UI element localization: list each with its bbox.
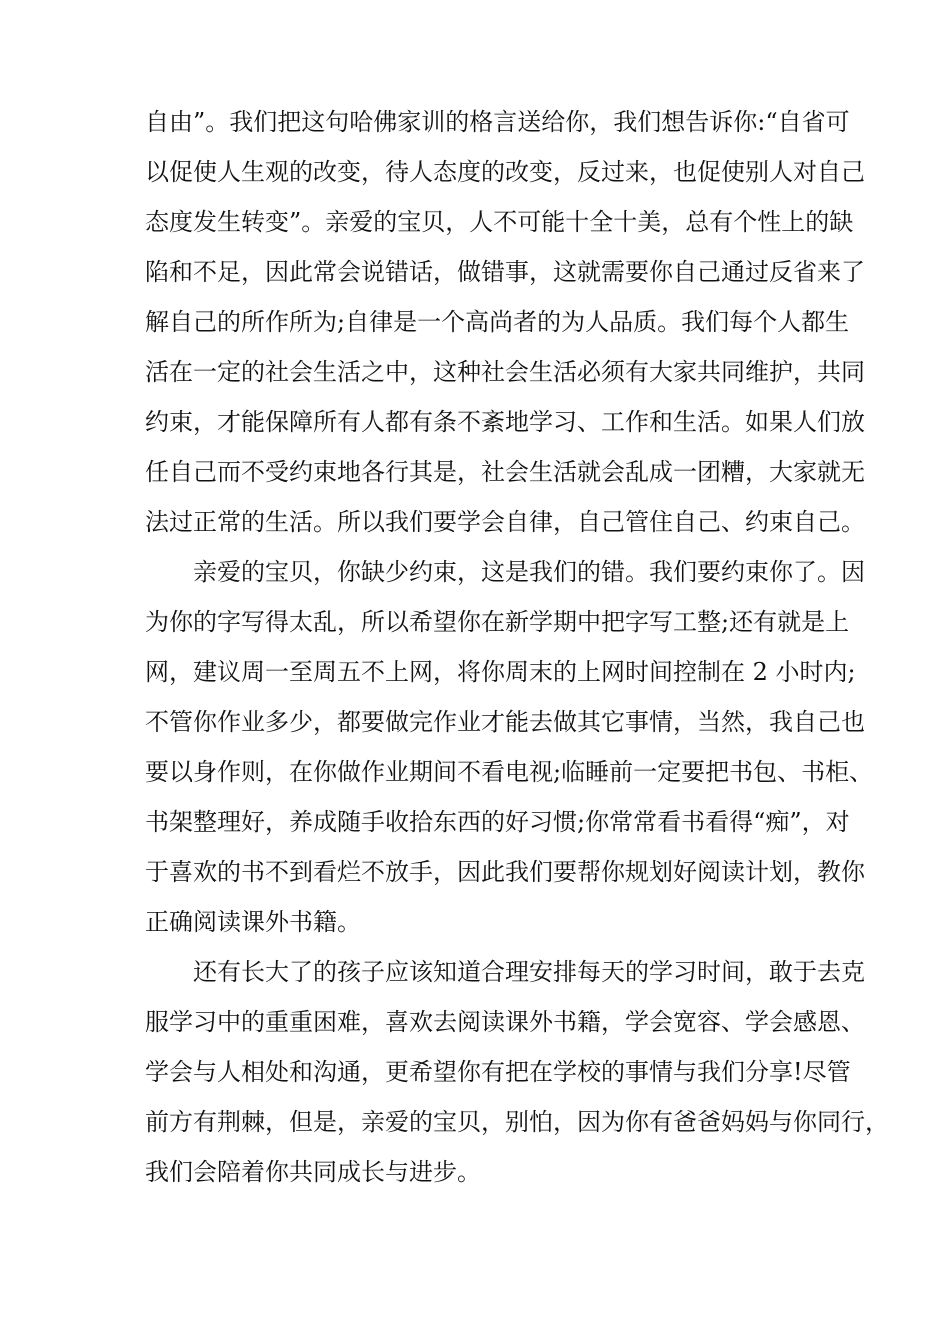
paragraph-2-line-1: 亲爱的宝贝，你缺少约束，这是我们的错。我们要约束你了。因 (193, 558, 865, 586)
paragraph-3-line-3: 学会与人相处和沟通，更希望你有把在学校的事情与我们分享!尽管 (145, 1058, 851, 1086)
paragraph-3-line-2: 服学习中的重重困难，喜欢去阅读课外书籍，学会宽容、学会感恩、 (145, 1008, 865, 1036)
paragraph-1-line-4: 陷和不足，因此常会说错话，做错事，这就需要你自己通过反省来了 (145, 258, 865, 286)
paragraph-2-line-7: 于喜欢的书不到看烂不放手，因此我们要帮你规划好阅读计划，教你 (145, 858, 865, 886)
paragraph-2-line-6: 书架整理好，养成随手收拾东西的好习惯;你常常看书看得“痴”，对 (145, 808, 850, 836)
paragraph-1-line-1: 自由”。我们把这句哈佛家训的格言送给你，我们想告诉你:“自省可 (145, 108, 850, 136)
paragraph-3-line-1: 还有长大了的孩子应该知道合理安排每天的学习时间，敢于去克 (193, 958, 865, 986)
paragraph-2-line-8: 正确阅读课外书籍。 (145, 908, 361, 936)
paragraph-1-line-9: 法过正常的生活。所以我们要学会自律，自己管住自己、约束自己。 (145, 508, 865, 536)
paragraph-1-line-2: 以促使人生观的改变，待人态度的改变，反过来，也促使别人对自己 (145, 158, 865, 186)
paragraph-1-line-7: 约束，才能保障所有人都有条不紊地学习、工作和生活。如果人们放 (145, 408, 865, 436)
paragraph-1-line-5: 解自己的所作所为;自律是一个高尚者的为人品质。我们每个人都生 (145, 308, 850, 336)
paragraph-3-line-5: 我们会陪着你共同成长与进步。 (145, 1158, 481, 1186)
paragraph-1-line-8: 任自己而不受约束地各行其是，社会生活就会乱成一团糟，大家就无 (145, 458, 865, 486)
paragraph-2-line-4: 不管你作业多少，都要做完作业才能去做其它事情，当然，我自己也 (145, 708, 865, 736)
paragraph-2-line-3: 网，建议周一至周五不上网，将你周末的上网时间控制在 2 小时内; (145, 658, 856, 686)
paragraph-2-line-2: 为你的字写得太乱，所以希望你在新学期中把字写工整;还有就是上 (145, 608, 850, 636)
paragraph-2-line-5: 要以身作则，在你做作业期间不看电视;临睡前一定要把书包、书柜、 (145, 758, 874, 786)
paragraph-1-line-3: 态度发生转变”。亲爱的宝贝，人不可能十全十美，总有个性上的缺 (145, 208, 854, 236)
paragraph-3-line-4: 前方有荆棘，但是，亲爱的宝贝，别怕，因为你有爸爸妈妈与你同行， (145, 1108, 889, 1136)
paragraph-1-line-6: 活在一定的社会生活之中，这种社会生活必须有大家共同维护，共同 (145, 358, 865, 386)
